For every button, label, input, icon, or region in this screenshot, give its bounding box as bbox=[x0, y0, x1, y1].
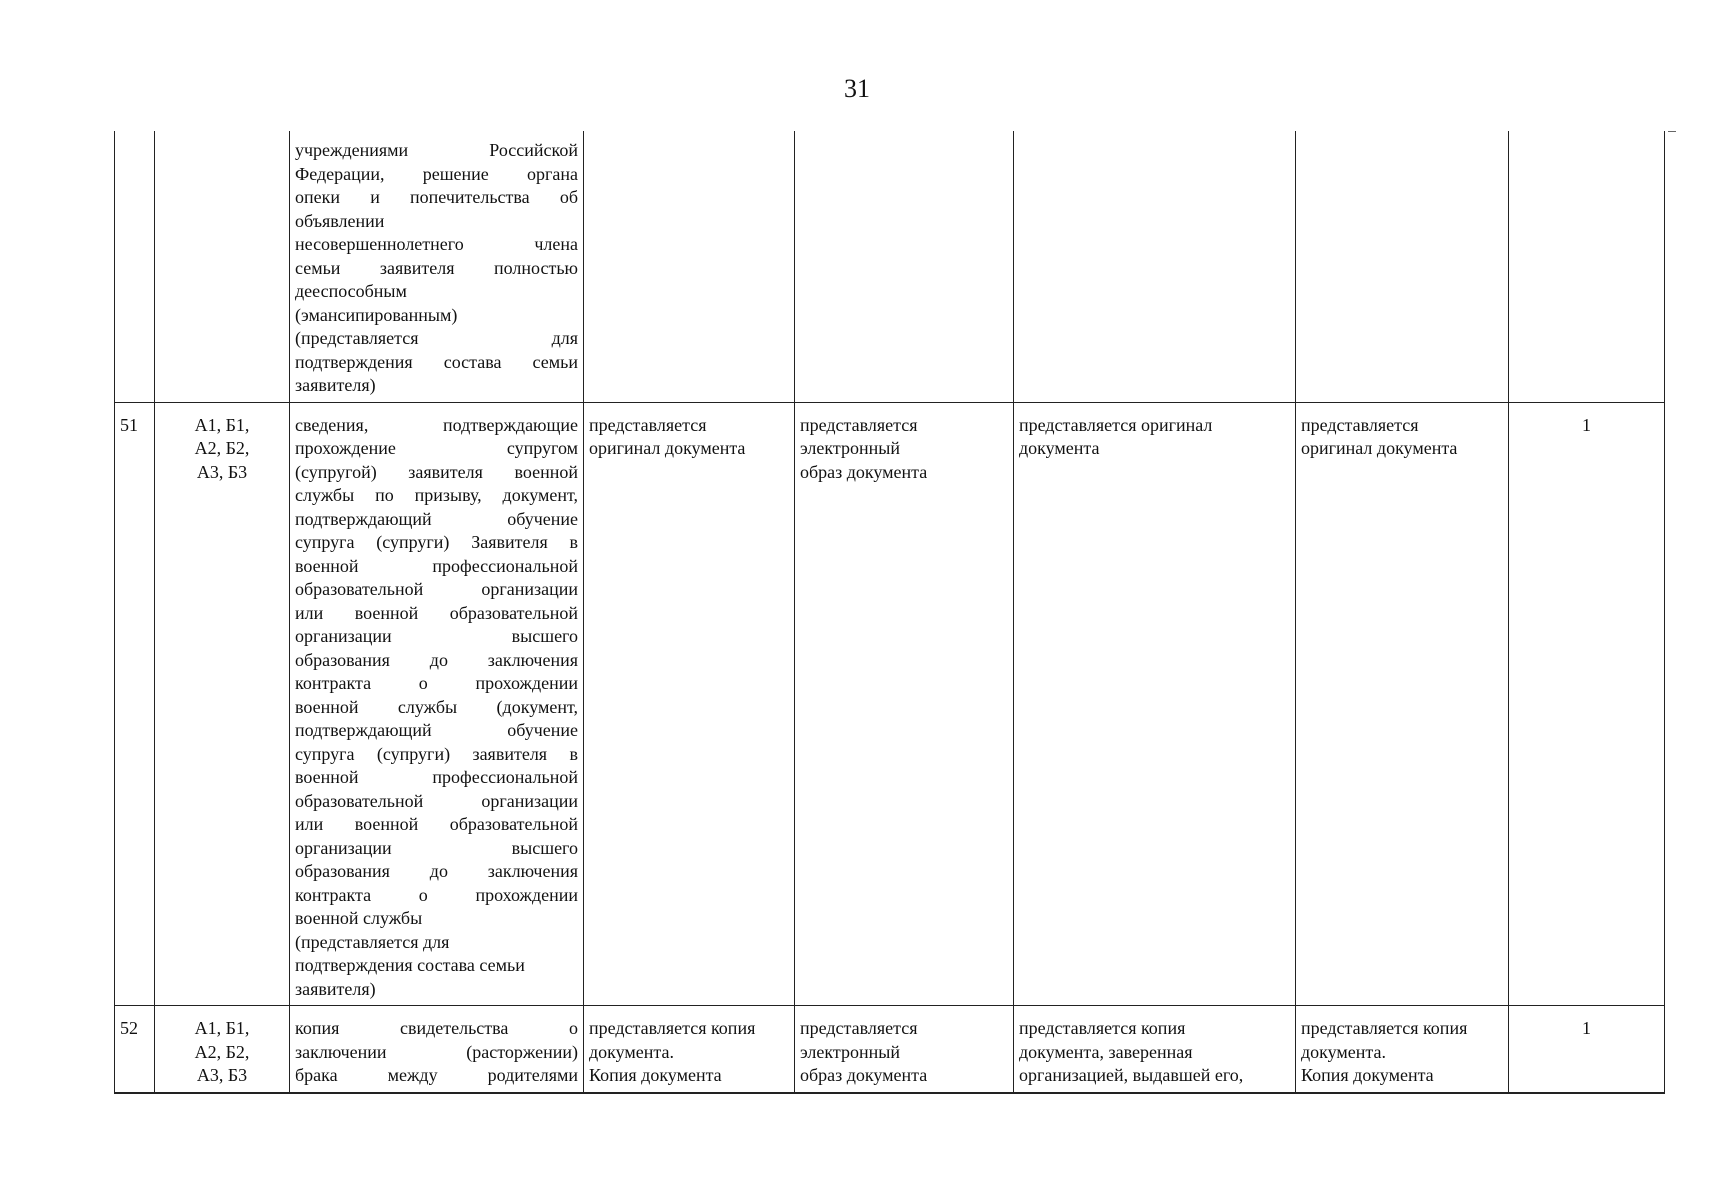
document-description-cell bbox=[290, 402, 584, 1006]
cell-text-line: Копия документа bbox=[1301, 1065, 1434, 1085]
cell-text-line: Копия документа bbox=[589, 1065, 722, 1085]
row-number-cell bbox=[115, 131, 155, 402]
row-number: 52 bbox=[120, 1018, 138, 1038]
quantity-cell bbox=[1509, 131, 1665, 402]
row-number: 51 bbox=[120, 414, 138, 435]
cell-text-line: сведения, подтверждающие bbox=[295, 414, 578, 435]
cell-text-line: (эмансипированным) bbox=[295, 304, 458, 325]
document-description-cell bbox=[290, 131, 584, 402]
cell-text-line: дееспособным bbox=[295, 281, 407, 301]
cell-text-line: оригинал документа bbox=[589, 438, 746, 458]
cell-text-line: А1, Б1, bbox=[194, 1018, 250, 1038]
submission-mfc-cell bbox=[1296, 131, 1509, 402]
cell-text-line: документа, заверенная bbox=[1019, 1041, 1193, 1062]
cell-text-line: представляется bbox=[800, 1018, 918, 1038]
cell-text-line: заключении (расторжении) bbox=[295, 1041, 578, 1062]
cell-text-line: А1, Б1, bbox=[194, 414, 250, 435]
submission-electronic-cell bbox=[795, 1006, 1014, 1093]
submission-in-person-cell bbox=[584, 402, 795, 1006]
table-row bbox=[115, 402, 1665, 1006]
cell-text-line: представляется копия bbox=[589, 1018, 756, 1038]
cell-text-line: военной профессиональной bbox=[295, 555, 578, 576]
cell-text-line: (представляется для bbox=[295, 931, 450, 952]
cell-text-line: контракта о прохождении bbox=[295, 884, 578, 905]
documents-table bbox=[114, 131, 1665, 1094]
row-number-cell bbox=[115, 402, 155, 1006]
submission-by-mail-cell bbox=[1014, 402, 1296, 1006]
cell-text-line: заявителя) bbox=[295, 375, 376, 395]
cell-text-line: военной службы bbox=[295, 908, 423, 928]
cell-text-line: организации высшего bbox=[295, 837, 578, 858]
submission-electronic-cell bbox=[795, 131, 1014, 402]
cell-text-line: документа. bbox=[1301, 1041, 1386, 1062]
submission-mfc-cell bbox=[1296, 1006, 1509, 1093]
cell-text-line: представляется bbox=[589, 414, 707, 435]
cell-text-line: образовательной организации bbox=[295, 790, 578, 811]
cell-text-line: (супругой) заявителя военной bbox=[295, 461, 578, 482]
submission-by-mail-cell bbox=[1014, 1006, 1296, 1093]
cell-text-line: учреждениями Российской bbox=[295, 140, 578, 160]
cell-text-line: объявлении bbox=[295, 210, 385, 231]
applicant-categories-cell bbox=[155, 131, 290, 402]
cell-text-line: документа. bbox=[589, 1041, 674, 1062]
cell-text-line: подтверждающий обучение bbox=[295, 508, 578, 529]
cell-text-line: семьи заявителя полностью bbox=[295, 257, 578, 278]
edge-tick-mark bbox=[1668, 131, 1676, 132]
cell-text-line: электронный bbox=[800, 1041, 900, 1062]
cell-text-line: образования до заключения bbox=[295, 861, 578, 881]
cell-text-line: военной профессиональной bbox=[295, 767, 578, 787]
quantity-cell bbox=[1509, 1006, 1665, 1093]
cell-text-line: А3, Б3 bbox=[196, 1065, 248, 1085]
cell-text-line: образ документа bbox=[800, 461, 928, 482]
cell-text-line: подтверждения состава семьи bbox=[295, 351, 578, 372]
submission-in-person-cell bbox=[584, 131, 795, 402]
cell-text-line: образования до заключения bbox=[295, 649, 578, 670]
page-number: 31 bbox=[844, 74, 870, 103]
cell-text-line: представляется bbox=[800, 414, 918, 435]
cell-text-line: или военной образовательной bbox=[295, 814, 578, 834]
cell-text-line: военной службы (документ, bbox=[295, 696, 578, 717]
cell-text-line: контракта о прохождении bbox=[295, 673, 578, 693]
cell-text-line: (представляется для bbox=[295, 328, 578, 348]
submission-by-mail-cell bbox=[1014, 131, 1296, 402]
cell-text-line: оригинал документа bbox=[1301, 438, 1458, 458]
table-body bbox=[115, 131, 1665, 1093]
cell-text-line: организацией, выдавшей его, bbox=[1019, 1065, 1244, 1085]
cell-text-line: копия свидетельства о bbox=[295, 1018, 578, 1038]
cell-text-line: супруга (супруги) заявителя в bbox=[295, 743, 578, 764]
cell-text-line: службы по призыву, документ, bbox=[295, 485, 578, 505]
quantity-cell bbox=[1509, 402, 1665, 1006]
cell-text-line: представляется bbox=[1301, 414, 1419, 435]
table-row bbox=[115, 1006, 1665, 1093]
cell-text-line: заявителя) bbox=[295, 978, 376, 999]
submission-mfc-cell bbox=[1296, 402, 1509, 1006]
applicant-categories-cell bbox=[155, 402, 290, 1006]
cell-text-line: подтверждения состава семьи bbox=[295, 955, 525, 975]
cell-text-line: опеки и попечительства об bbox=[295, 187, 578, 207]
submission-electronic-cell bbox=[795, 402, 1014, 1006]
document-description-cell bbox=[290, 1006, 584, 1093]
cell-text-line: представляется копия bbox=[1301, 1018, 1468, 1038]
cell-text-line: организации высшего bbox=[295, 626, 578, 646]
cell-text-line: прохождение супругом bbox=[295, 438, 578, 458]
cell-text-line: электронный bbox=[800, 438, 900, 458]
quantity-value: 1 bbox=[1582, 414, 1591, 435]
cell-text-line: А2, Б2, bbox=[194, 438, 250, 458]
table-row bbox=[115, 131, 1665, 402]
cell-text-line: А3, Б3 bbox=[196, 461, 248, 482]
applicant-categories-cell bbox=[155, 1006, 290, 1093]
cell-text-line: несовершеннолетнего члена bbox=[295, 234, 578, 254]
submission-in-person-cell bbox=[584, 1006, 795, 1093]
cell-text-line: или военной образовательной bbox=[295, 602, 578, 623]
cell-text-line: брака между родителями bbox=[295, 1065, 578, 1085]
cell-text-line: Федерации, решение органа bbox=[295, 163, 578, 184]
cell-text-line: представляется копия bbox=[1019, 1018, 1186, 1038]
cell-text-line: А2, Б2, bbox=[194, 1041, 250, 1062]
cell-text-line: подтверждающий обучение bbox=[295, 720, 578, 740]
cell-text-line: супруга (супруги) Заявителя в bbox=[295, 532, 578, 552]
cell-text-line: документа bbox=[1019, 438, 1100, 458]
cell-text-line: образ документа bbox=[800, 1065, 928, 1085]
row-number-cell bbox=[115, 1006, 155, 1093]
quantity-value: 1 bbox=[1582, 1018, 1591, 1038]
cell-text-line: представляется оригинал bbox=[1019, 414, 1213, 435]
cell-text-line: образовательной организации bbox=[295, 579, 578, 599]
